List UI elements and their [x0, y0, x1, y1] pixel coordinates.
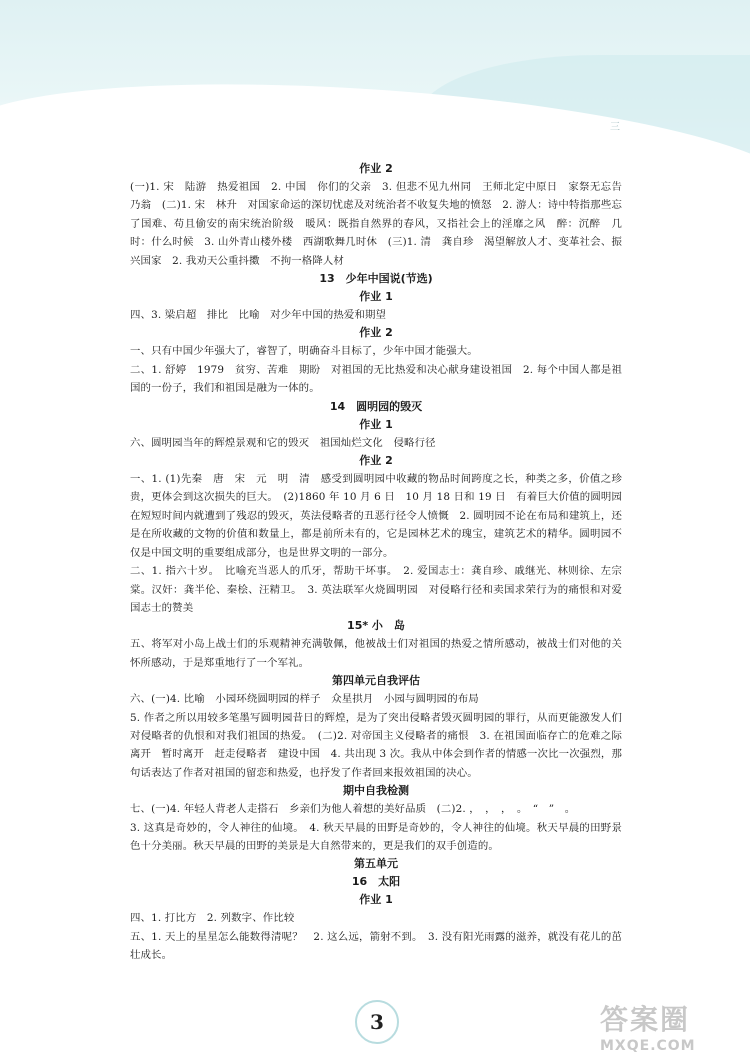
- answer-paragraph: 二、1. 指六十岁。 比喻充当恶人的爪牙，帮助干坏事。 2. 爱国志士：龚自珍、戚继光、林则徐、左宗棠。汉奸：龚半伦、秦桧、汪精卫。 3. 英法联军火烧圆明园 对侵略行径和卖国求荣行为的痛恨和对爱国志士的赞美: [130, 565, 622, 614]
- section-heading: 15* 小 岛: [347, 619, 405, 633]
- answer-paragraph: 四、1. 打比方 2. 列数字、作比较: [130, 912, 295, 925]
- section-heading: 第四单元自我评估: [332, 674, 420, 688]
- banner-stamp-text: 三: [610, 122, 620, 133]
- answer-paragraph: 3. 这真是奇妙的，令人神往的仙境。 4. 秋天早晨的田野是奇妙的，令人神往的仙境。秋天早晨的田野景色十分美丽。秋天早晨的田野的美景是大自然带来的，更是我们的双手创造的。: [130, 821, 622, 852]
- section-heading: 作业 2: [359, 454, 393, 468]
- section-heading: 作业 1: [359, 417, 393, 431]
- section-heading: 期中自我检测: [343, 784, 409, 798]
- answer-paragraph: 六、(一)4. 比喻 小园环绕圆明园的样子 众星拱月 小园与圆明园的布局: [130, 693, 479, 706]
- section-heading: 16 太阳: [351, 875, 401, 889]
- answer-paragraph: 六、圆明园当年的辉煌景观和它的毁灭 祖国灿烂文化 侵略行径: [130, 436, 436, 449]
- decorative-banner: [0, 0, 750, 175]
- answer-paragraph: 5. 作者之所以用较多笔墨写圆明园昔日的辉煌，是为了突出侵略者毁灭圆明园的罪行，从而更能激发人们对侵略者的仇恨和对我们祖国的热爱。 (二)2. 对帝国主义侵略者的痛恨 3. 在祖国面临存亡的危难之际离开 暂时离开 赶走侵略者 建设中国 4. 共出现 3 次。我从中体会到作者的情感一次比一次强烈，那句话表达了作者对祖国的留恋和热爱，也抒发了作者回来报效祖国的决心。: [130, 711, 622, 779]
- section-heading: 作业 1: [359, 290, 393, 304]
- section-heading: 13 少年中国说(节选): [319, 272, 433, 286]
- section-heading: 第五单元: [354, 857, 398, 871]
- section-heading: 作业 2: [359, 162, 393, 175]
- answer-paragraph: (一)1. 宋 陆游 热爱祖国 2. 中国 你们的父亲 3. 但悲不见九州同 王师北定中原日 家祭无忘告乃翁 (二)1. 宋 林升 对国家命运的深切忧虑及对统治者不收复失地的愤怒 2. 游人：诗中特指那些忘了国难、苟且偷安的南宋统治阶级 暖风：既指自然界的春风，又指社会上的淫靡之风 醉：沉醉 几时：什么时候 3. 山外青山楼外楼 西湖歌舞几时休 (三)1. 清 龚自珍 渴望解放人才、变革社会、振兴国家 2. 我劝天公重抖擞 不拘一格降人材: [130, 181, 622, 267]
- answer-paragraph: 二、1. 舒婷 1979 贫穷、苦难 期盼 对祖国的无比热爱和决心献身建设祖国 2. 每个中国人都是祖国的一份子，我们和祖国是融为一体的。: [130, 363, 622, 395]
- answer-content: [130, 160, 622, 965]
- answer-paragraph: 一、1. (1)先秦 唐 宋 元 明 清 感受到圆明园中收藏的物品时间跨度之长，种类之多，价值之珍贵，更体会到这次损失的巨大。 (2)1860 年 10 月 6 日 10 月 18 日和 19 日 有着巨大价值的圆明园在短短时间内就遭到了残忍的毁灭，英法侵略者的丑恶行径令人愤慨 2. 圆明园不论在布局和建筑上，还是在所收藏的文物的价值和数量上，都是前所未有的，它是园林艺术的瑰宝，建筑艺术的精华。圆明园不仅是中国文明的重要组成部分，也是世界文明的一部分。: [130, 473, 622, 559]
- answer-paragraph: 一、只有中国少年强大了，睿智了，明确奋斗目标了，少年中国才能强大。: [130, 345, 478, 358]
- answer-paragraph: 五、1. 天上的星星怎么能数得清呢？ 2. 这么远，箭射不到。 3. 没有阳光雨露的滋养，就没有花儿的茁壮成长。: [130, 930, 622, 962]
- answer-paragraph: 七、(一)4. 年轻人背老人走搭石 乡亲们为他人着想的美好品质 (二)2. ， ， ， 。 “ ” 。: [130, 803, 576, 816]
- section-heading: 作业 1: [359, 893, 393, 907]
- section-heading: 14 圆明园的毁灭: [329, 399, 423, 413]
- answer-paragraph: 五、将军对小岛上战士们的乐观精神充满敬佩，他被战士们对祖国的热爱之情所感动，被战士们对他的关怀所感动，于是郑重地行了一个军礼。: [130, 638, 622, 669]
- page-number: 3: [355, 1000, 399, 1044]
- answer-paragraph: 四、3. 梁启超 排比 比喻 对少年中国的热爱和期望: [130, 309, 387, 322]
- section-heading: 作业 2: [359, 326, 393, 340]
- site-watermark: 答案圈 MXQE.COM: [600, 1003, 696, 1054]
